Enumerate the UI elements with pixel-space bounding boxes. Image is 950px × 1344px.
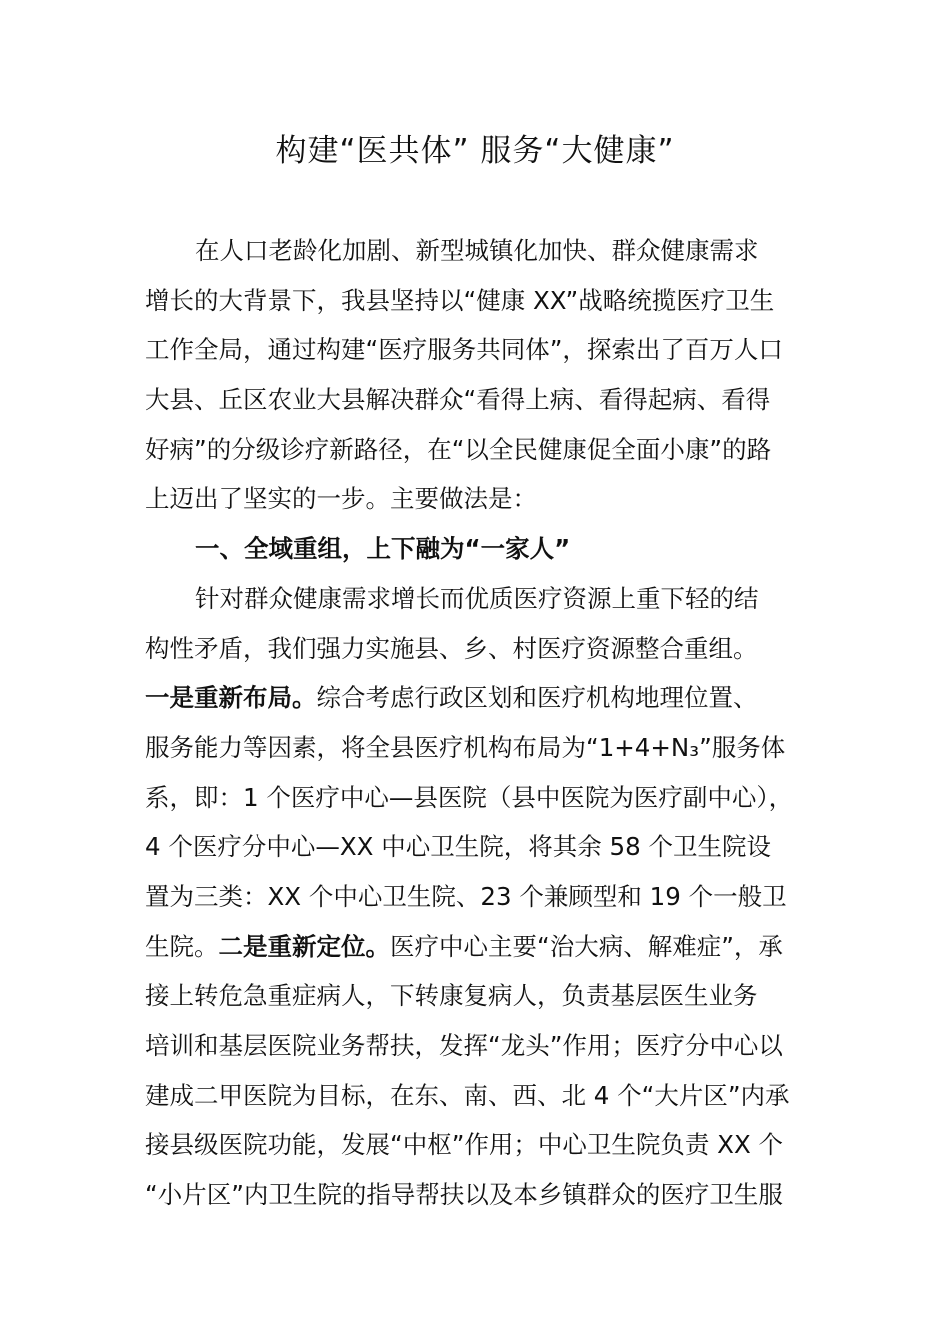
paragraph-line: 针对群众健康需求增长而优质医疗资源上重下轻的结 (195, 583, 759, 613)
paragraph-line: 培训和基层医院业务帮扶，发挥“龙头”作用；医疗分中心以 (145, 1031, 783, 1060)
paragraph-line: 好病”的分级诊疗新路径，在“以全民健康促全面小康”的路 (145, 434, 772, 464)
paragraph-line: 建成二甲医院为目标，在东、南、西、北 4 个“大片区”内承 (145, 1080, 790, 1110)
paragraph-line: “小片区”内卫生院的指导帮扶以及本乡镇群众的医疗卫生服 (145, 1180, 783, 1210)
paragraph-line: 上迈出了坚实的一步。主要做法是： (145, 484, 537, 514)
point-text: 医疗中心主要“治大病、解难症”，承 (390, 931, 783, 961)
paragraph-line: 系，即：1 个医疗中心—县医院（县中医院为医疗副中心）， (145, 782, 794, 812)
paragraph-line: 接县级医院功能，发展“中枢”作用；中心卫生院负责 XX 个 (145, 1130, 784, 1160)
point-text: 生院。 (145, 931, 219, 961)
paragraph-line: 置为三类：XX 个中心卫生院、23 个兼顾型和 19 个一般卫 (145, 881, 787, 911)
paragraph-line: 在人口老龄化加剧、新型城镇化加快、群众健康需求 (195, 236, 759, 265)
document-title: 构建“医共体” 服务“大健康” (275, 133, 675, 169)
section-heading: 一、全域重组，上下融为“一家人” (195, 534, 571, 564)
point-text: 综合考虑行政区划和医疗机构地理位置、 (316, 683, 758, 713)
paragraph-line: 大县、丘区农业大县解决群众“看得上病、看得起病、看得 (145, 385, 771, 415)
paragraph-line: 工作全局，通过构建“医疗服务共同体”，探索出了百万人口 (145, 335, 783, 365)
paragraph-line: 4 个医疗分中心—XX 中心卫生院，将其余 58 个卫生院设 (145, 832, 771, 862)
point-lead: 二是重新定位。 (218, 931, 390, 961)
paragraph-line: 构性矛盾，我们强力实施县、乡、村医疗资源整合重组。 (145, 633, 758, 663)
paragraph-line (145, 673, 810, 723)
document-body (145, 226, 810, 1220)
point-lead: 一是重新布局。 (145, 683, 317, 713)
paragraph-line: 接上转危急重症病人，下转康复病人，负责基层医生业务 (145, 981, 758, 1011)
paragraph-line (145, 922, 810, 972)
paragraph-line: 服务能力等因素，将全县医疗机构布局为“1+4+N₃”服务体 (145, 732, 786, 762)
paragraph-line: 增长的大背景下，我县坚持以“健康 XX”战略统揽医疗卫生 (145, 285, 775, 315)
